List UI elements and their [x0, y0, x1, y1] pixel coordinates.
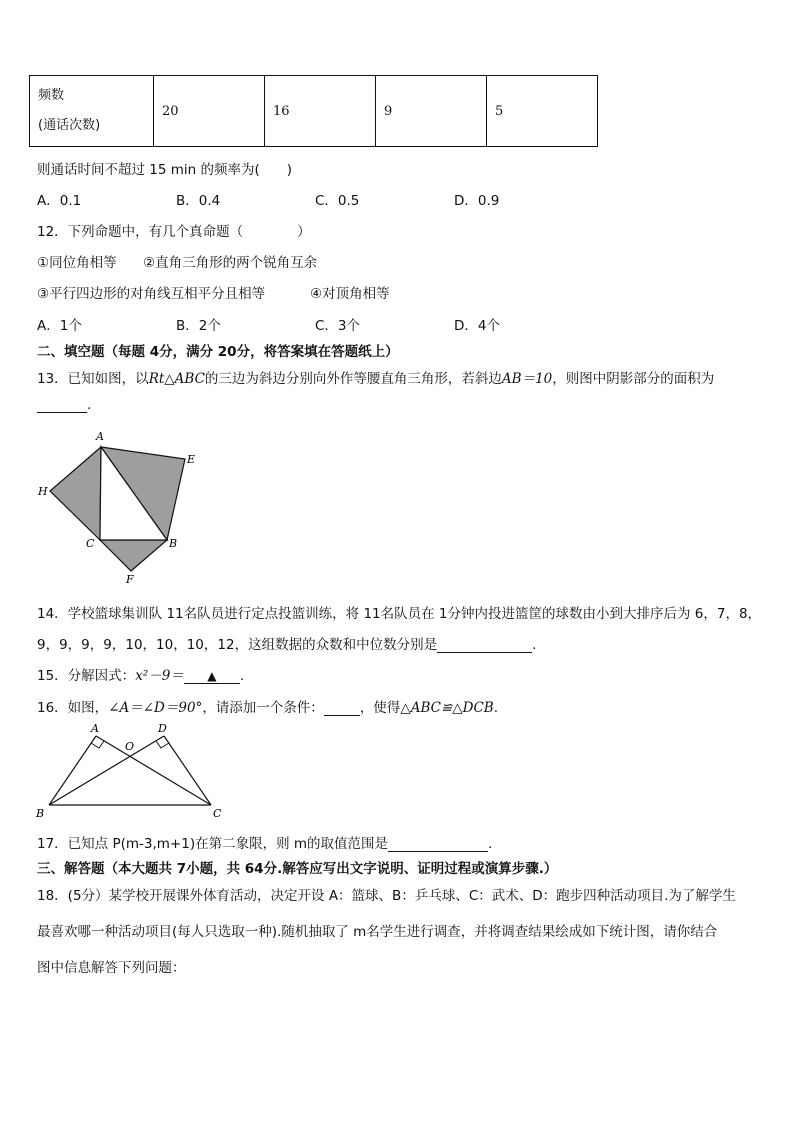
- section-2-heading: 二、填空题（每题 4分，满分 20分，将答案填在答题纸上）: [37, 344, 399, 360]
- q13-answer-blank: [37, 398, 87, 413]
- table-cell: 16: [265, 76, 376, 147]
- q12-option-d: D．4个: [454, 318, 500, 334]
- header-line-2: (通话次数): [38, 118, 101, 133]
- q18-line-2: 最喜欢哪一种活动项目(每人只选取一种).随机抽取了 m名学生进行调查，并将调查结果绘成如下统计图，请你结合: [37, 924, 718, 940]
- label-a: A: [91, 722, 99, 735]
- q15-prefix: 15．分解因式：: [37, 668, 136, 684]
- section-3-heading: 三、解答题（本大题共 7小题，共 64分.解答应写出文字说明、证明过程或演算步骤.）: [37, 861, 558, 877]
- q16-middle: ，请添加一个条件：: [202, 700, 324, 716]
- q14-line-1: 14．学校篮球集训队 11名队员进行定点投篮训练，将 11名队员在 1分钟内投进篮筐的球数由小到大排序后为 6，7，8，: [37, 606, 762, 622]
- label-a: A: [96, 430, 104, 443]
- q14-end: .: [532, 637, 537, 653]
- q11-stem: 则通话时间不超过 15 min 的频率为( ): [37, 162, 293, 178]
- q13-prefix: 13．已知如图，以: [37, 371, 149, 387]
- q14-answer-blank: [437, 638, 532, 653]
- q15-text: [37, 664, 244, 684]
- q13-middle: 的三边为斜边分别向外作等腰直角三角形，若斜边: [204, 371, 502, 387]
- q13-suffix: ，则图中阴影部分的面积为: [552, 371, 715, 387]
- table-row: [30, 76, 598, 147]
- right-angle-mark-d: [156, 741, 169, 748]
- frequency-table: [29, 75, 598, 147]
- q17-end: .: [488, 836, 493, 852]
- q13-ab: AB＝10: [501, 371, 553, 387]
- label-c: C: [213, 807, 222, 820]
- q15-end: .: [239, 668, 245, 684]
- label-b: B: [169, 537, 178, 550]
- q14-line-2: [37, 633, 536, 653]
- label-e: E: [187, 453, 196, 466]
- shaded-triangle-ahc: [50, 447, 101, 540]
- segment-dc: [164, 736, 211, 805]
- q13-end: .: [87, 397, 92, 413]
- q18-line-3: 图中信息解答下列问题：: [37, 960, 186, 976]
- q11-option-a: A．0.1: [37, 193, 82, 209]
- q18-line-1: 18．(5分）某学校开展课外体育活动，决定开设 A：篮球、B：乒乓球、C：武术、D：跑步四种活动项目.为了解学生: [37, 888, 736, 904]
- q11-option-d: D．0.9: [454, 193, 500, 209]
- q15-answer-blank: ▲: [184, 669, 240, 684]
- q16-suffix: ，使得: [359, 700, 401, 716]
- q13-figure: [34, 428, 204, 588]
- q14-text: 9，9，9，9，10，10，10，12，这组数据的众数和中位数分别是: [37, 637, 438, 653]
- q16-text: [37, 696, 498, 716]
- table-cell: 20: [154, 76, 265, 147]
- label-b: B: [36, 807, 45, 820]
- q16-figure: [34, 720, 234, 822]
- q12-option-c: C．3个: [315, 318, 361, 334]
- q12-prop-2: ②直角三角形的两个锐角互余: [143, 255, 318, 271]
- label-d: D: [158, 722, 167, 735]
- table-cell: 9: [376, 76, 487, 147]
- table-header-cell: [30, 76, 154, 147]
- q11-option-b: B．0.4: [176, 193, 221, 209]
- q16-congruence: △ABC≌△DCB: [400, 700, 494, 716]
- q16-prefix: 16．如图，: [37, 700, 109, 716]
- label-o: O: [125, 740, 135, 753]
- label-h: H: [38, 485, 48, 498]
- q12-prop-1: ①同位角相等: [37, 255, 117, 271]
- header-line-1: 频数: [38, 88, 65, 103]
- segment-ac: [96, 736, 211, 805]
- q11-option-c: C．0.5: [315, 193, 360, 209]
- q12-prop-4: ④对顶角相等: [310, 286, 390, 302]
- q16-condition: ∠A＝∠D＝90°: [108, 700, 203, 716]
- q12-option-a: A．1个: [37, 318, 82, 334]
- q13-text: [37, 367, 714, 387]
- q16-end: .: [493, 700, 499, 716]
- q15-expr: x²－9＝: [135, 668, 184, 684]
- shaded-triangle-cfb: [100, 540, 167, 571]
- segment-ba: [49, 736, 96, 805]
- table-cell: 5: [487, 76, 598, 147]
- q17-answer-blank: [388, 837, 488, 852]
- q12-stem: 12．下列命题中，有几个真命题（ ）: [37, 224, 311, 240]
- q17-text: [37, 832, 492, 852]
- label-c: C: [86, 537, 95, 550]
- q17-stem: 17．已知点 P(m-3,m+1)在第二象限，则 m的取值范围是: [37, 836, 389, 852]
- q13-triangle: Rt△ABC: [148, 371, 205, 387]
- segment-bd: [49, 736, 164, 805]
- label-f: F: [126, 573, 134, 586]
- right-angle-mark-a: [91, 741, 104, 748]
- q16-answer-blank: [324, 701, 360, 716]
- q13-answer-line: [37, 397, 91, 413]
- q12-prop-3: ③平行四边形的对角线互相平分且相等: [37, 286, 266, 302]
- q12-option-b: B．2个: [176, 318, 221, 334]
